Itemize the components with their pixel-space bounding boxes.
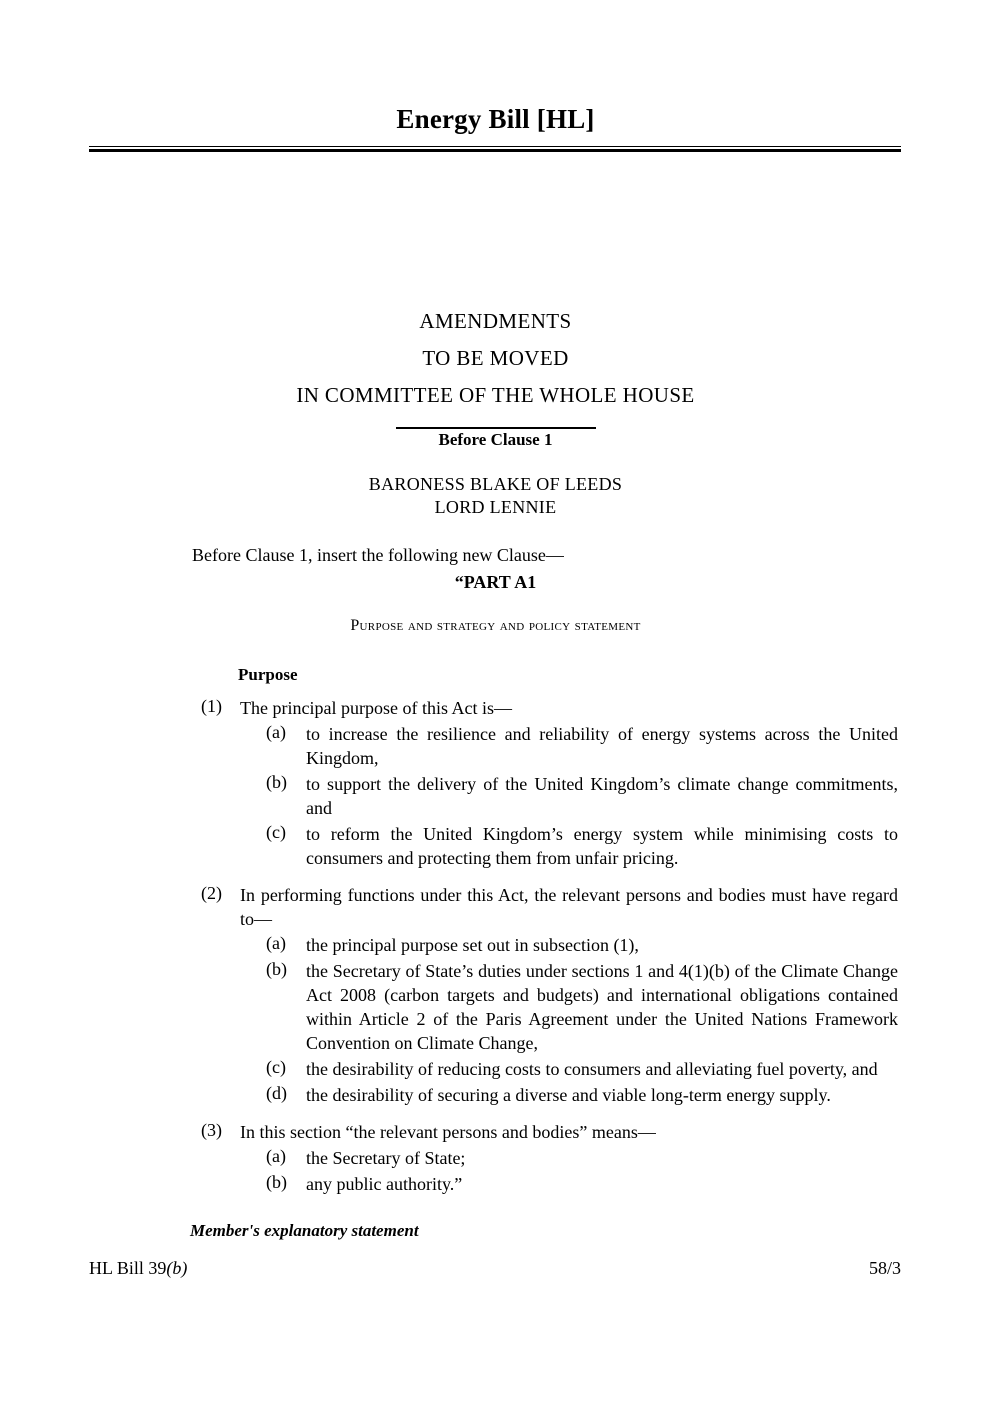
item-letter: (a) — [266, 1146, 286, 1166]
header-line-to-be-moved: TO BE MOVED — [422, 346, 569, 370]
item-letter: (a) — [266, 933, 286, 953]
subsection-number: (1) — [201, 696, 222, 716]
subsection — [0, 883, 991, 1107]
footer-page-number: 58/3 — [868, 1258, 901, 1278]
list-item — [0, 1146, 991, 1170]
subsection-text: The principal purpose of this Act is— — [240, 698, 512, 718]
subsection — [0, 1120, 991, 1196]
item-text: to reform the United Kingdom’s energy system while minimising costs to consumers and protecting them from unfair pricing. — [306, 824, 898, 868]
subsection-items — [0, 933, 991, 1107]
subsection-items — [0, 722, 991, 870]
item-text: to support the delivery of the United Kingdom’s climate change commitments, and — [306, 774, 898, 818]
subsection-number: (2) — [201, 883, 222, 903]
title-rule-thick — [89, 149, 901, 152]
sponsor-list — [0, 473, 991, 519]
subsection-items — [0, 1146, 991, 1196]
item-letter: (b) — [266, 772, 287, 792]
item-letter: (b) — [266, 959, 287, 979]
part-subtitle: Purpose and strategy and policy statement — [350, 617, 641, 634]
part-open-quote: “ — [454, 572, 464, 592]
item-text: the principal purpose set out in subsection (1), — [306, 935, 639, 955]
item-letter: (a) — [266, 722, 286, 742]
item-letter: (c) — [266, 822, 286, 842]
part-label: PART — [463, 572, 511, 592]
item-letter: (d) — [266, 1083, 287, 1103]
title-rule-thin — [89, 146, 901, 147]
list-item — [0, 933, 991, 957]
list-item — [0, 822, 991, 870]
footer-bill-suffix: (b) — [166, 1258, 188, 1278]
amendment-body — [0, 665, 991, 1204]
explanatory-statement-heading: Member's explanatory statement — [190, 1221, 419, 1240]
subsection-text: In this section “the relevant persons and bodies” means— — [240, 1122, 656, 1142]
list-item — [0, 722, 991, 770]
item-letter: (b) — [266, 1172, 287, 1192]
list-item — [0, 772, 991, 820]
subsection — [0, 696, 991, 870]
item-text: to increase the resilience and reliability of energy systems across the United Kingdom, — [306, 724, 898, 768]
list-item — [0, 1083, 991, 1107]
header-divider-rule — [396, 427, 596, 429]
sponsor-name: BARONESS BLAKE OF LEEDS — [368, 474, 623, 494]
side-heading-purpose: Purpose — [238, 665, 298, 684]
page-title: Energy Bill [HL] — [396, 104, 595, 134]
item-text: the Secretary of State’s duties under sections 1 and 4(1)(b) of the Climate Change Act 2008 (carbon targets and budgets) and international obligations contained within Article 2 of the Paris Agreement under the United Nations Framework Convention on Climate Change, — [306, 961, 898, 1053]
subsection-number: (3) — [201, 1120, 222, 1140]
part-number: A1 — [514, 572, 537, 592]
amendments-header — [0, 303, 991, 429]
page-footer — [89, 1258, 901, 1279]
item-text: the Secretary of State; — [306, 1148, 466, 1168]
item-text: the desirability of reducing costs to consumers and alleviating fuel poverty, and — [306, 1059, 878, 1079]
insert-instruction: Before Clause 1, insert the following new Clause— — [192, 545, 564, 565]
sponsor-name: LORD LENNIE — [434, 497, 557, 517]
clause-marker: Before Clause 1 — [438, 430, 553, 449]
list-item — [0, 1172, 991, 1196]
footer-bill-reference — [89, 1258, 187, 1279]
item-letter: (c) — [266, 1057, 286, 1077]
header-line-amendments: AMENDMENTS — [419, 309, 572, 333]
part-heading — [0, 572, 991, 593]
subsection-text: In performing functions under this Act, the relevant persons and bodies must have regard to— — [240, 885, 898, 929]
footer-bill-number: HL Bill 39 — [89, 1258, 167, 1278]
item-text: any public authority.” — [306, 1174, 463, 1194]
item-text: the desirability of securing a diverse and viable long-term energy supply. — [306, 1085, 831, 1105]
list-item — [0, 1057, 991, 1081]
list-item — [0, 959, 991, 1055]
title-divider — [89, 146, 901, 152]
header-line-in-committee: IN COMMITTEE OF THE WHOLE HOUSE — [296, 383, 695, 407]
